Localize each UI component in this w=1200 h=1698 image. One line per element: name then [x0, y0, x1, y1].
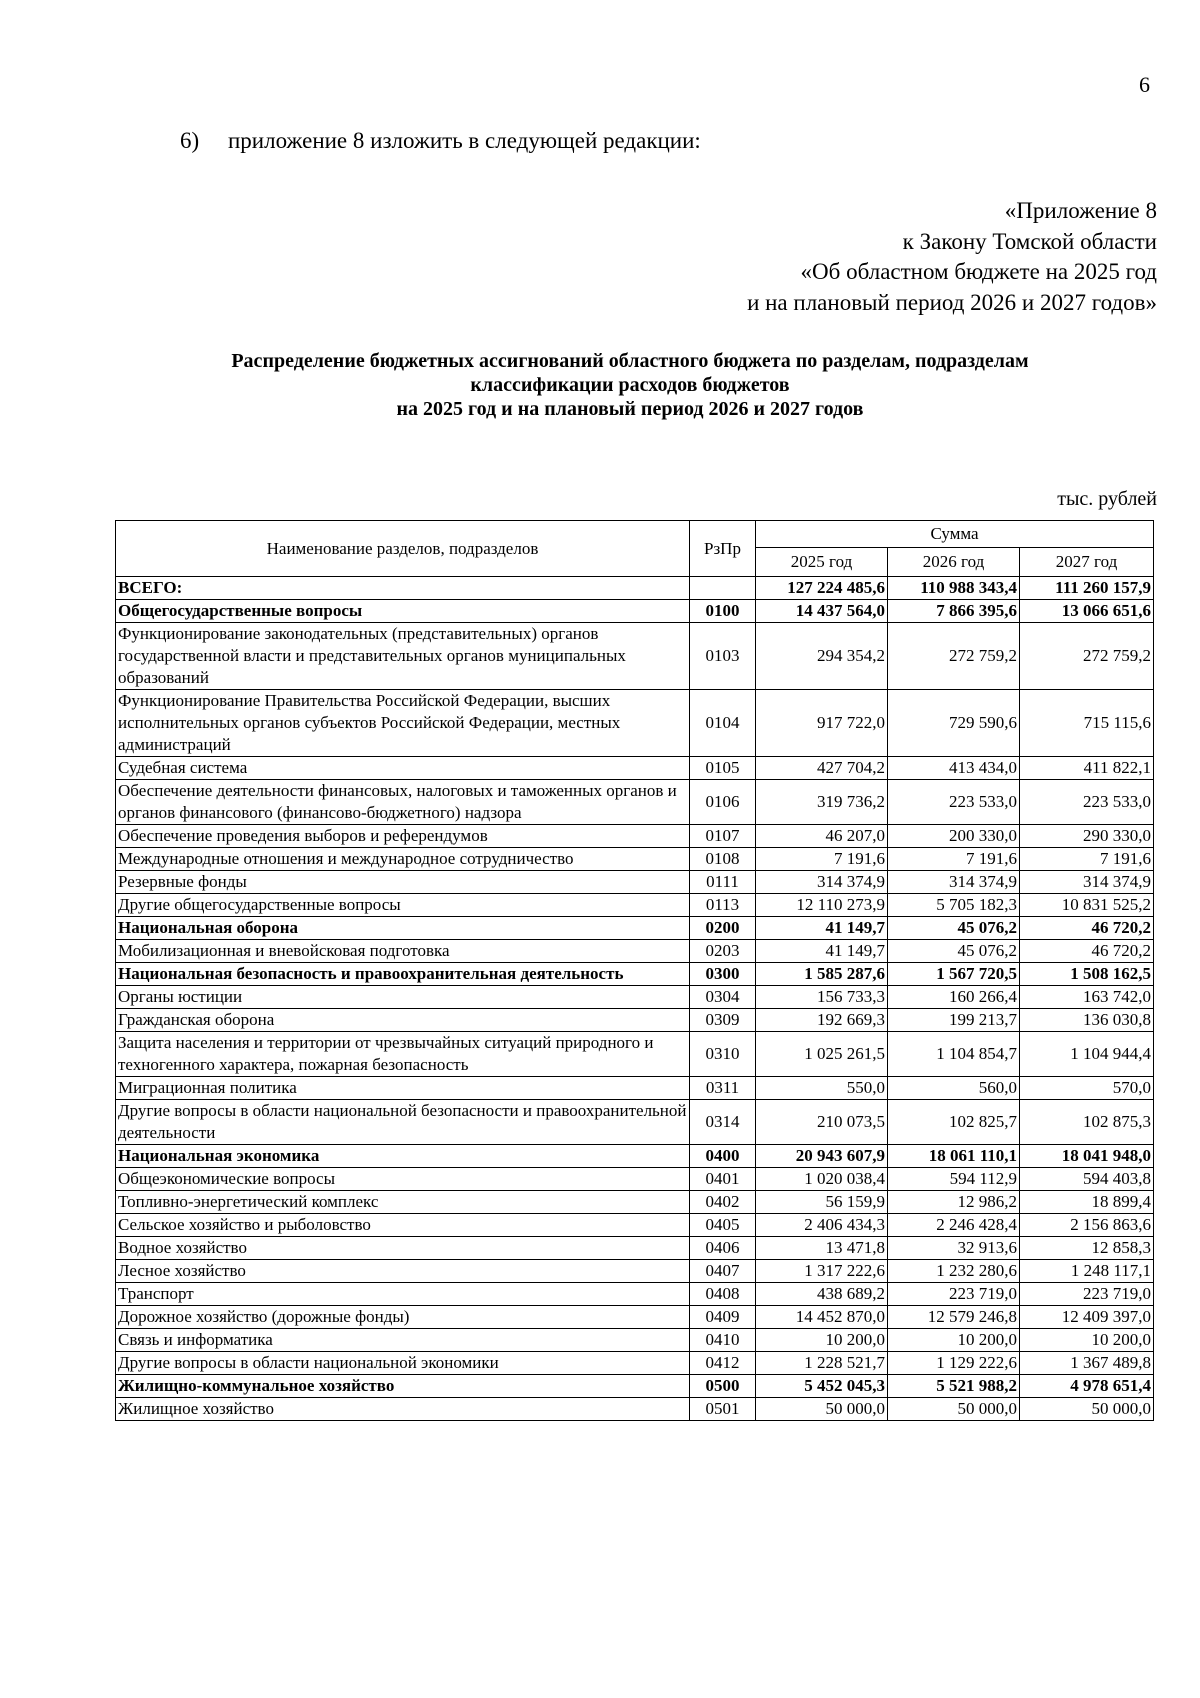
row-name: Жилищно-коммунальное хозяйство: [116, 1375, 690, 1398]
row-value-2025: 10 200,0: [756, 1329, 888, 1352]
table-row: [116, 940, 1154, 963]
units-label: тыс. рублей: [1057, 488, 1157, 510]
row-name: Международные отношения и международное сотрудничество: [116, 848, 690, 871]
row-name: Связь и информатика: [116, 1329, 690, 1352]
row-code: 0409: [690, 1306, 756, 1329]
row-code: 0304: [690, 986, 756, 1009]
row-code: 0408: [690, 1283, 756, 1306]
title-line: Распределение бюджетных ассигнований областного бюджета по разделам, подразделам: [231, 350, 1029, 372]
row-value-2025: 20 943 607,9: [756, 1145, 888, 1168]
appendix-line: «Приложение 8: [1004, 198, 1157, 223]
row-value-2026: 1 567 720,5: [888, 963, 1020, 986]
row-value-2027: 46 720,2: [1020, 917, 1154, 940]
row-value-2025: 50 000,0: [756, 1398, 888, 1421]
row-value-2027: 715 115,6: [1020, 690, 1154, 757]
table-row: [116, 1145, 1154, 1168]
row-code: 0100: [690, 600, 756, 623]
row-name: Мобилизационная и вневойсковая подготовка: [116, 940, 690, 963]
row-code: 0200: [690, 917, 756, 940]
row-code: 0402: [690, 1191, 756, 1214]
row-value-2025: 41 149,7: [756, 917, 888, 940]
document-title: [115, 349, 1145, 421]
table-row: [116, 1009, 1154, 1032]
row-code: 0400: [690, 1145, 756, 1168]
row-name: Лесное хозяйство: [116, 1260, 690, 1283]
item-text: приложение 8 изложить в следующей редакции:: [228, 128, 701, 153]
appendix-line: и на плановый период 2026 и 2027 годов»: [747, 289, 1157, 315]
row-value-2026: 45 076,2: [888, 917, 1020, 940]
row-value-2027: 136 030,8: [1020, 1009, 1154, 1032]
row-code: 0314: [690, 1100, 756, 1145]
row-name: Функционирование законодательных (представительных) органов государственной власти и представительных органов муниципальных образований: [116, 623, 690, 690]
row-value-2025: 294 354,2: [756, 623, 888, 690]
row-value-2027: 111 260 157,9: [1020, 577, 1154, 600]
row-code: 0203: [690, 940, 756, 963]
table-row: [116, 917, 1154, 940]
row-value-2027: 50 000,0: [1020, 1398, 1154, 1421]
row-name: Общегосударственные вопросы: [116, 600, 690, 623]
budget-table: [115, 520, 1154, 1421]
row-value-2027: 1 248 117,1: [1020, 1260, 1154, 1283]
row-value-2026: 1 232 280,6: [888, 1260, 1020, 1283]
row-value-2027: 12 409 397,0: [1020, 1306, 1154, 1329]
row-value-2026: 729 590,6: [888, 690, 1020, 757]
header-name: Наименование разделов, подразделов: [116, 521, 690, 577]
row-name: Обеспечение проведения выборов и референдумов: [116, 825, 690, 848]
row-value-2026: 5 705 182,3: [888, 894, 1020, 917]
item-number: 6): [180, 128, 200, 153]
row-name: Национальная экономика: [116, 1145, 690, 1168]
row-value-2025: 46 207,0: [756, 825, 888, 848]
row-value-2026: 594 112,9: [888, 1168, 1020, 1191]
row-value-2027: 18 041 948,0: [1020, 1145, 1154, 1168]
row-value-2027: 18 899,4: [1020, 1191, 1154, 1214]
row-value-2027: 1 508 162,5: [1020, 963, 1154, 986]
row-code: 0108: [690, 848, 756, 871]
table-body: [116, 577, 1154, 1421]
row-value-2026: 110 988 343,4: [888, 577, 1020, 600]
row-name: Национальная безопасность и правоохранительная деятельность: [116, 963, 690, 986]
row-value-2025: 13 471,8: [756, 1237, 888, 1260]
table-row: [116, 1214, 1154, 1237]
row-value-2026: 200 330,0: [888, 825, 1020, 848]
row-code: 0407: [690, 1260, 756, 1283]
table-row: [116, 1283, 1154, 1306]
row-name: Сельское хозяйство и рыболовство: [116, 1214, 690, 1237]
table-row: [116, 871, 1154, 894]
row-value-2026: 5 521 988,2: [888, 1375, 1020, 1398]
row-value-2025: 14 437 564,0: [756, 600, 888, 623]
row-value-2025: 192 669,3: [756, 1009, 888, 1032]
appendix-line: «Об областном бюджете на 2025 год: [800, 259, 1157, 284]
row-value-2025: 7 191,6: [756, 848, 888, 871]
row-code: 0406: [690, 1237, 756, 1260]
table-row: [116, 1352, 1154, 1375]
row-value-2026: 12 986,2: [888, 1191, 1020, 1214]
row-value-2026: 1 104 854,7: [888, 1032, 1020, 1077]
row-code: 0300: [690, 963, 756, 986]
row-value-2025: 1 585 287,6: [756, 963, 888, 986]
table-row: [116, 577, 1154, 600]
row-value-2025: 917 722,0: [756, 690, 888, 757]
row-name: ВСЕГО:: [116, 577, 690, 600]
row-value-2027: 12 858,3: [1020, 1237, 1154, 1260]
row-value-2027: 2 156 863,6: [1020, 1214, 1154, 1237]
title-line: классификации расходов бюджетов: [470, 374, 790, 396]
row-code: 0405: [690, 1214, 756, 1237]
row-value-2026: 7 191,6: [888, 848, 1020, 871]
row-name: Органы юстиции: [116, 986, 690, 1009]
row-value-2026: 12 579 246,8: [888, 1306, 1020, 1329]
row-name: Топливно-энергетический комплекс: [116, 1191, 690, 1214]
table-row: [116, 1375, 1154, 1398]
header-year-2026: 2026 год: [888, 548, 1020, 577]
row-value-2025: 12 110 273,9: [756, 894, 888, 917]
table-row: [116, 1100, 1154, 1145]
row-value-2026: 272 759,2: [888, 623, 1020, 690]
row-name: Национальная оборона: [116, 917, 690, 940]
header-sum: Сумма: [756, 521, 1154, 548]
table-row: [116, 1077, 1154, 1100]
row-name: Транспорт: [116, 1283, 690, 1306]
row-value-2025: 156 733,3: [756, 986, 888, 1009]
row-value-2025: 1 025 261,5: [756, 1032, 888, 1077]
row-value-2027: 570,0: [1020, 1077, 1154, 1100]
row-name: Защита населения и территории от чрезвычайных ситуаций природного и техногенного характера, пожарная безопасность: [116, 1032, 690, 1077]
row-value-2026: 1 129 222,6: [888, 1352, 1020, 1375]
row-value-2025: 1 228 521,7: [756, 1352, 888, 1375]
row-code: 0500: [690, 1375, 756, 1398]
row-value-2025: 127 224 485,6: [756, 577, 888, 600]
row-value-2027: 102 875,3: [1020, 1100, 1154, 1145]
row-value-2025: 319 736,2: [756, 780, 888, 825]
row-code: 0310: [690, 1032, 756, 1077]
title-line: на 2025 год и на плановый период 2026 и 2027 годов: [396, 398, 864, 420]
row-value-2025: 2 406 434,3: [756, 1214, 888, 1237]
row-code: 0410: [690, 1329, 756, 1352]
row-code: 0104: [690, 690, 756, 757]
row-value-2027: 1 367 489,8: [1020, 1352, 1154, 1375]
row-value-2026: 7 866 395,6: [888, 600, 1020, 623]
row-name: Общеэкономические вопросы: [116, 1168, 690, 1191]
row-code: 0412: [690, 1352, 756, 1375]
row-code: 0107: [690, 825, 756, 848]
row-value-2027: 223 533,0: [1020, 780, 1154, 825]
row-value-2027: 7 191,6: [1020, 848, 1154, 871]
row-name: Миграционная политика: [116, 1077, 690, 1100]
row-value-2025: 314 374,9: [756, 871, 888, 894]
row-code: 0103: [690, 623, 756, 690]
row-value-2026: 199 213,7: [888, 1009, 1020, 1032]
row-value-2026: 32 913,6: [888, 1237, 1020, 1260]
table-row: [116, 690, 1154, 757]
appendix-header: [747, 196, 1157, 318]
row-value-2025: 427 704,2: [756, 757, 888, 780]
row-value-2027: 223 719,0: [1020, 1283, 1154, 1306]
row-code: 0113: [690, 894, 756, 917]
table-row: [116, 1306, 1154, 1329]
table-row: [116, 600, 1154, 623]
row-code: 0105: [690, 757, 756, 780]
table-row: [116, 848, 1154, 871]
row-value-2025: 56 159,9: [756, 1191, 888, 1214]
row-value-2027: 10 200,0: [1020, 1329, 1154, 1352]
row-code: 0501: [690, 1398, 756, 1421]
row-name: Обеспечение деятельности финансовых, налоговых и таможенных органов и органов финансового (финансово-бюджетного) надзора: [116, 780, 690, 825]
table-row: [116, 894, 1154, 917]
row-value-2026: 413 434,0: [888, 757, 1020, 780]
row-value-2027: 13 066 651,6: [1020, 600, 1154, 623]
row-value-2026: 160 266,4: [888, 986, 1020, 1009]
table-row: [116, 1329, 1154, 1352]
row-value-2026: 50 000,0: [888, 1398, 1020, 1421]
table-row: [116, 986, 1154, 1009]
header-code: РзПр: [690, 521, 756, 577]
row-code: 0311: [690, 1077, 756, 1100]
row-value-2027: 1 104 944,4: [1020, 1032, 1154, 1077]
table-row: [116, 1260, 1154, 1283]
row-value-2027: 10 831 525,2: [1020, 894, 1154, 917]
row-value-2025: 210 073,5: [756, 1100, 888, 1145]
row-value-2027: 411 822,1: [1020, 757, 1154, 780]
row-name: Водное хозяйство: [116, 1237, 690, 1260]
header-year-2027: 2027 год: [1020, 548, 1154, 577]
row-value-2026: 560,0: [888, 1077, 1020, 1100]
row-value-2025: 14 452 870,0: [756, 1306, 888, 1329]
page-number: 6: [1139, 72, 1150, 97]
row-name: Дорожное хозяйство (дорожные фонды): [116, 1306, 690, 1329]
table-row: [116, 1191, 1154, 1214]
row-name: Резервные фонды: [116, 871, 690, 894]
amendment-item: [180, 128, 701, 154]
table-row: [116, 963, 1154, 986]
row-name: Другие общегосударственные вопросы: [116, 894, 690, 917]
row-name: Функционирование Правительства Российской Федерации, высших исполнительных органов субъектов Российской Федерации, местных администраций: [116, 690, 690, 757]
row-value-2026: 18 061 110,1: [888, 1145, 1020, 1168]
row-value-2027: 272 759,2: [1020, 623, 1154, 690]
table-row: [116, 1168, 1154, 1191]
table-row: [116, 825, 1154, 848]
header-year-2025: 2025 год: [756, 548, 888, 577]
row-name: Другие вопросы в области национальной экономики: [116, 1352, 690, 1375]
row-code: 0111: [690, 871, 756, 894]
row-value-2027: 594 403,8: [1020, 1168, 1154, 1191]
row-value-2027: 314 374,9: [1020, 871, 1154, 894]
row-code: 0309: [690, 1009, 756, 1032]
table-row: [116, 1032, 1154, 1077]
row-value-2026: 223 533,0: [888, 780, 1020, 825]
row-value-2026: 223 719,0: [888, 1283, 1020, 1306]
row-code: 0401: [690, 1168, 756, 1191]
row-code: [690, 577, 756, 600]
table-row: [116, 757, 1154, 780]
row-value-2025: 1 020 038,4: [756, 1168, 888, 1191]
row-value-2026: 10 200,0: [888, 1329, 1020, 1352]
row-name: Другие вопросы в области национальной безопасности и правоохранительной деятельности: [116, 1100, 690, 1145]
row-value-2027: 163 742,0: [1020, 986, 1154, 1009]
table-row: [116, 1398, 1154, 1421]
row-value-2025: 1 317 222,6: [756, 1260, 888, 1283]
row-value-2025: 41 149,7: [756, 940, 888, 963]
row-value-2027: 4 978 651,4: [1020, 1375, 1154, 1398]
row-name: Гражданская оборона: [116, 1009, 690, 1032]
row-value-2026: 45 076,2: [888, 940, 1020, 963]
table-row: [116, 623, 1154, 690]
row-value-2025: 550,0: [756, 1077, 888, 1100]
row-value-2026: 314 374,9: [888, 871, 1020, 894]
row-value-2026: 2 246 428,4: [888, 1214, 1020, 1237]
row-value-2027: 46 720,2: [1020, 940, 1154, 963]
row-code: 0106: [690, 780, 756, 825]
table-row: [116, 780, 1154, 825]
row-value-2025: 5 452 045,3: [756, 1375, 888, 1398]
appendix-line: к Закону Томской области: [902, 228, 1157, 254]
row-name: Жилищное хозяйство: [116, 1398, 690, 1421]
row-value-2026: 102 825,7: [888, 1100, 1020, 1145]
row-value-2025: 438 689,2: [756, 1283, 888, 1306]
row-name: Судебная система: [116, 757, 690, 780]
table-row: [116, 1237, 1154, 1260]
row-value-2027: 290 330,0: [1020, 825, 1154, 848]
